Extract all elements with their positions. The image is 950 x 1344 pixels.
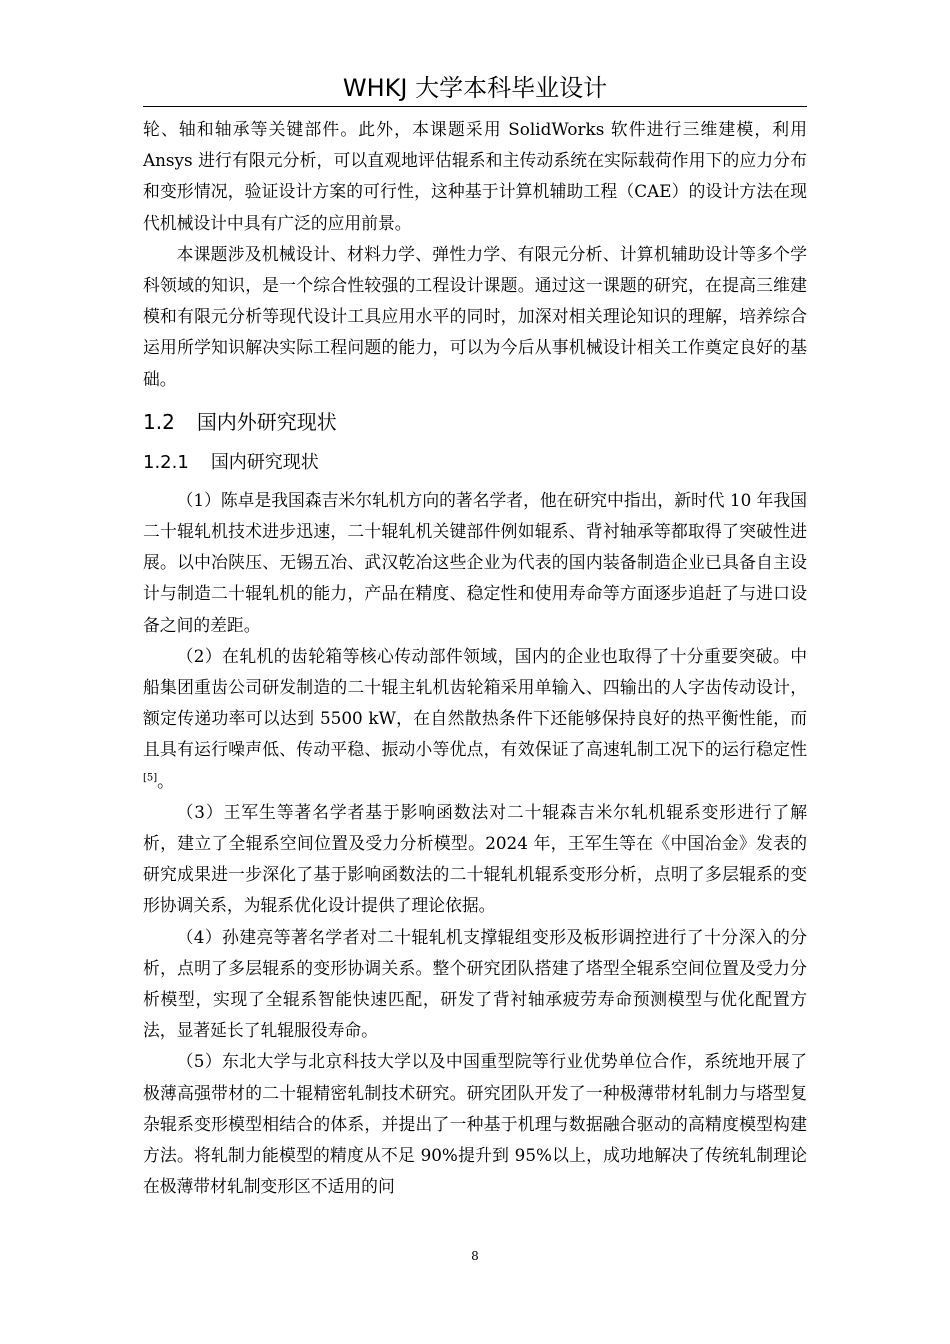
section-title: 国内外研究现状 — [196, 409, 337, 434]
section-heading — [143, 405, 807, 439]
paragraph-item-4: （4）孙建亮等著名学者对二十辊轧机支撑辊组变形及板形调控进行了十分深入的分析，点明了多层辊系的变形协调关系。整个研究团队搭建了塔型全辊系空间位置及受力分析模型，实现了全辊系智能快速匹配，研发了背衬轴承疲劳寿命预测模型与优化配置方法，显著延长了轧辊服役寿命。 — [143, 926, 807, 1041]
page-body — [143, 114, 807, 1203]
subsection-heading — [143, 447, 807, 479]
subsection-title: 国内研究现状 — [210, 451, 319, 473]
paragraph: 本课题涉及机械设计、材料力学、弹性力学、有限元分析、计算机辅助设计等多个学科领域的知识，是一个综合性较强的工程设计课题。通过这一课题的研究，在提高三维建模和有限元分析等现代设计工具应用水平的同时，加深对相关理论知识的理解，培养综合运用所学知识解决实际工程问题的能力，可以为今后从事机械设计相关工作奠定良好的基础。 — [143, 243, 807, 389]
paragraph-item-1: （1）陈卓是我国森吉米尔轧机方向的著名学者，他在研究中指出，新时代 10 年我国二十辊轧机技术进步迅速，二十辊轧机关键部件例如辊系、背衬轴承等都取得了突破性进展。以中冶陕压、无锡五冶、武汉乾冶这些企业为代表的国内装备制造企业已具备自主设计与制造二十辊轧机的能力，产品在精度、稳定性和使用寿命等方面逐步追赶了与进口设备之间的差距。 — [143, 489, 807, 635]
paragraph-item-2-end: 。 — [157, 770, 174, 791]
paragraph-item-3: （3）王军生等著名学者基于影响函数法对二十辊森吉米尔轧机辊系变形进行了解析，建立了全辊系空间位置及受力分析模型。2024 年，王军生等在《中国冶金》发表的研究成果进一步深化了基于影响函数法的二十辊轧机辊系变形分析，点明了多层辊系的变形协调关系，为辊系优化设计提供了理论依据。 — [143, 801, 807, 916]
paragraph-continued: 轮、轴和轴承等关键部件。此外，本课题采用 SolidWorks 软件进行三维建模，利用 Ansys 进行有限元分析，可以直观地评估辊系和主传动系统在实际载荷作用下的应力分布和变形情况，验证设计方案的可行性，这种基于计算机辅助工程（CAE）的设计方法在现代机械设计中具有广泛的应用前景。 — [143, 119, 807, 233]
page-header-title: WHKJ 大学本科毕业设计 — [342, 74, 608, 102]
paragraph-item-5: （5）东北大学与北京科技大学以及中国重型院等行业优势单位合作，系统地开展了极薄高强带材的二十辊精密轧制技术研究。研究团队开发了一种极薄带材轧制力与塔型复杂辊系变形模型相结合的体系，并提出了一种基于机理与数据融合驱动的高精度模型构建方法。将轧制力能模型的精度从不足 90%提升到 95%以上，成功地解决了传统轧制理论在极薄带材轧制变形区不适用的问 — [143, 1051, 807, 1197]
paragraph-item-2 — [143, 641, 807, 797]
citation-reference: [5] — [143, 772, 158, 784]
header-divider — [143, 106, 807, 107]
page-number: 8 — [471, 1249, 479, 1263]
subsection-number: 1.2.1 — [143, 451, 189, 473]
section-number: 1.2 — [143, 409, 175, 434]
paragraph-item-2-text: （2）在轧机的齿轮箱等核心传动部件领域，国内的企业也取得了十分重要突破。中船集团重齿公司研发制造的二十辊主轧机齿轮箱采用单输入、四输出的人字齿传动设计，额定传递功率可以达到 5500 kW，在自然散热条件下还能够保持良好的热平衡性能，而且具有运行噪声低、传动平稳、振动小等优点，有效保证了高速轧制工况下的运行稳定性 — [143, 645, 807, 760]
